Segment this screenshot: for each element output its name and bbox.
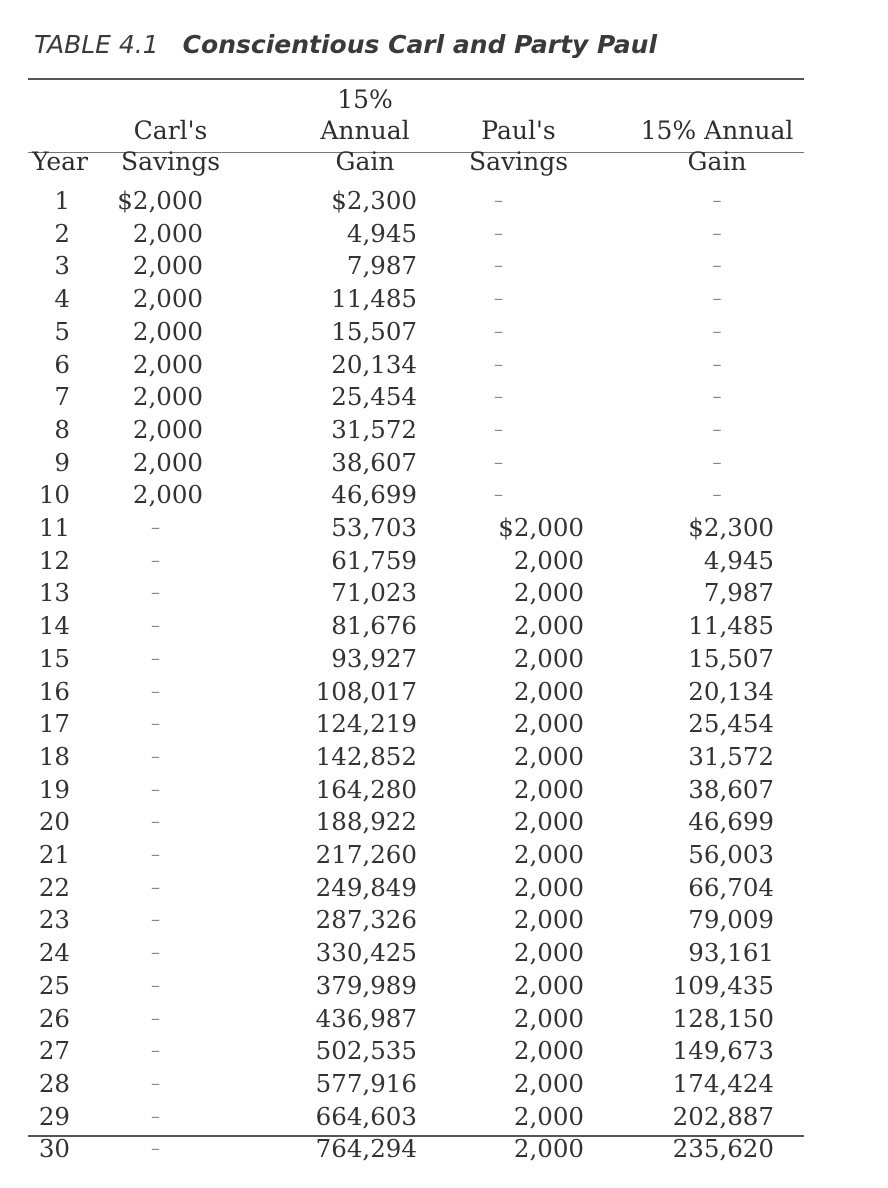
cell-paul-gain: 128,150 [672,1003,774,1033]
cell-year: 27 [38,1036,70,1066]
table-row [28,1068,804,1101]
cell-carl-gain: 249,849 [315,872,417,902]
table-number: TABLE 4.1 [34,30,159,59]
cell-paul-gain: 174,424 [672,1068,774,1098]
cell-year: 8 [54,414,70,444]
cell-paul-gain: – [712,288,722,310]
table-row [28,349,804,382]
cell-year: 17 [38,709,70,739]
cell-paul-gain: – [712,386,722,408]
header-pauls-savings-line1: Paul's [481,116,556,145]
table-body [28,185,804,1166]
cell-carl-savings: $2,000 [117,186,203,215]
header-pauls-savings-line2: Savings [468,147,569,176]
cell-paul-savings: 2,000 [513,872,584,902]
cell-carl-savings: 2,000 [132,284,203,314]
header-carls-savings-line1: Carl's [133,116,208,145]
header-paul-gain [590,84,804,177]
cell-carl-savings: – [151,615,160,637]
table-row [28,218,804,251]
table-row [28,545,804,578]
cell-paul-savings: – [494,288,503,310]
cell-paul-gain: 235,620 [672,1134,774,1164]
cell-paul-gain: 31,572 [688,741,774,771]
cell-carl-savings: – [151,909,160,931]
cell-carl-savings: 2,000 [132,349,203,379]
cell-carl-savings: – [151,1138,160,1160]
cell-paul-savings: 2,000 [513,840,584,870]
cell-carl-gain: 764,294 [315,1134,417,1164]
cell-paul-savings: 2,000 [513,676,584,706]
cell-paul-gain: $2,300 [688,513,774,543]
cell-paul-gain: 79,009 [688,905,774,935]
cell-paul-savings: 2,000 [513,1036,584,1066]
cell-paul-savings: 2,000 [513,970,584,1000]
header-pauls-savings [427,84,590,177]
table-row [28,1003,804,1036]
cell-carl-gain: 93,927 [331,643,417,673]
cell-carl-gain: 71,023 [331,578,417,608]
cell-paul-savings: – [494,353,503,375]
cell-carl-gain: 108,017 [315,676,417,706]
cell-carl-savings: 2,000 [132,382,203,412]
cell-paul-gain: 25,454 [688,709,774,739]
cell-paul-gain: – [712,190,722,211]
table-row [28,904,804,937]
cell-paul-savings: 2,000 [513,807,584,837]
cell-paul-gain: 66,704 [688,872,774,902]
cell-paul-gain: 15,507 [688,643,774,673]
cell-paul-savings: – [494,386,503,408]
cell-carl-savings: – [151,745,160,767]
cell-carl-gain: 4,945 [346,218,417,248]
cell-carl-savings: 2,000 [132,447,203,477]
table-row [28,414,804,447]
cell-carl-gain: 142,852 [315,741,417,771]
cell-paul-savings: 2,000 [513,905,584,935]
cell-year: 20 [38,807,70,837]
cell-paul-gain: – [712,320,722,342]
cell-carl-savings: – [151,517,160,539]
cell-paul-gain: 11,485 [688,611,774,641]
cell-carl-gain: 577,916 [315,1068,417,1098]
cell-carl-gain: $2,300 [331,186,417,215]
cell-year: 18 [38,741,70,771]
cell-paul-savings: 2,000 [513,741,584,771]
cell-year: 23 [38,905,70,935]
cell-year: 24 [38,938,70,968]
cell-carl-savings: – [151,549,160,571]
cell-paul-savings: – [494,222,503,244]
cell-paul-savings: 2,000 [513,578,584,608]
cell-paul-gain: 7,987 [703,578,774,608]
cell-paul-savings: – [494,190,503,211]
table-row [28,774,804,807]
cell-carl-gain: 664,603 [315,1101,417,1131]
cell-carl-gain: 217,260 [315,840,417,870]
cell-year: 21 [38,840,70,870]
cell-paul-gain: – [712,353,722,375]
cell-paul-savings: $2,000 [498,513,584,543]
cell-carl-savings: – [151,680,160,702]
table-row [28,283,804,316]
table-row [28,872,804,905]
cell-carl-gain: 436,987 [315,1003,417,1033]
table-row [28,479,804,512]
header-paul-gain-line1: 15% Annual [640,116,794,145]
cell-paul-gain: 4,945 [703,545,774,575]
table-caption [34,30,657,59]
cell-carl-savings: 2,000 [132,316,203,346]
cell-paul-savings: 2,000 [513,1003,584,1033]
cell-paul-savings: 2,000 [513,1101,584,1131]
cell-paul-gain: 93,161 [688,938,774,968]
cell-paul-gain: 202,887 [672,1101,774,1131]
cell-paul-gain: – [712,484,722,506]
cell-year: 5 [54,316,70,346]
cell-year: 7 [54,382,70,412]
cell-carl-gain: 15,507 [331,316,417,346]
cell-year: 28 [38,1068,70,1098]
cell-carl-savings: – [151,778,160,800]
cell-year: 6 [54,349,70,379]
cell-paul-gain: 149,673 [672,1036,774,1066]
cell-year: 4 [54,284,70,314]
cell-paul-savings: 2,000 [513,1134,584,1164]
savings-table [28,84,804,1166]
table-row [28,806,804,839]
cell-paul-savings: 2,000 [513,611,584,641]
cell-carl-gain: 46,699 [331,480,417,510]
cell-paul-savings: – [494,418,503,440]
cell-carl-gain: 379,989 [315,970,417,1000]
cell-paul-gain: 109,435 [672,970,774,1000]
cell-carl-savings: – [151,876,160,898]
cell-year: 14 [38,611,70,641]
cell-year: 11 [38,513,70,543]
header-paul-gain-line2: Gain [687,147,747,176]
cell-carl-gain: 124,219 [315,709,417,739]
cell-paul-savings: – [494,255,503,277]
cell-paul-savings: 2,000 [513,1068,584,1098]
cell-paul-savings: 2,000 [513,709,584,739]
table-row [28,1035,804,1068]
cell-carl-gain: 25,454 [331,382,417,412]
cell-carl-savings: – [151,647,160,669]
cell-carl-savings: – [151,811,160,833]
cell-year: 22 [38,872,70,902]
cell-paul-savings: 2,000 [513,545,584,575]
cell-year: 29 [38,1101,70,1131]
header-carl-gain-line2: Gain [335,147,395,176]
table-row [28,708,804,741]
cell-carl-savings: – [151,1007,160,1029]
cell-paul-savings: 2,000 [513,774,584,804]
table-row [28,577,804,610]
header-carls-savings-line2: Savings [120,147,221,176]
cell-year: 30 [38,1134,70,1164]
cell-carl-savings: – [151,844,160,866]
cell-paul-savings: – [494,320,503,342]
cell-carl-gain: 61,759 [331,545,417,575]
cell-paul-savings: – [494,451,503,473]
table-row [28,447,804,480]
cell-carl-gain: 287,326 [315,905,417,935]
cell-carl-gain: 20,134 [331,349,417,379]
cell-carl-savings: 2,000 [132,251,203,281]
cell-carl-gain: 31,572 [331,414,417,444]
cell-carl-gain: 53,703 [331,513,417,543]
table-row [28,1133,804,1166]
cell-paul-gain: – [712,451,722,473]
cell-year: 2 [54,218,70,248]
cell-carl-gain: 81,676 [331,611,417,641]
cell-carl-savings: – [151,1040,160,1062]
top-rule [28,78,804,80]
table-header [28,84,804,185]
cell-year: 19 [38,774,70,804]
cell-year: 13 [38,578,70,608]
table-row [28,970,804,1003]
cell-carl-gain: 330,425 [315,938,417,968]
cell-year: 15 [38,643,70,673]
table-row [28,512,804,545]
table-row [28,643,804,676]
table-row [28,250,804,283]
cell-year: 25 [38,970,70,1000]
cell-carl-savings: 2,000 [132,218,203,248]
cell-carl-savings: – [151,582,160,604]
cell-carl-savings: 2,000 [132,480,203,510]
cell-carl-gain: 164,280 [315,774,417,804]
header-carls-savings [98,84,243,177]
cell-paul-gain: 20,134 [688,676,774,706]
table-row [28,610,804,643]
table-row [28,937,804,970]
cell-paul-savings: – [494,484,503,506]
cell-year: 9 [54,447,70,477]
cell-carl-savings: – [151,974,160,996]
cell-paul-gain: – [712,418,722,440]
cell-year: 12 [38,545,70,575]
cell-paul-savings: 2,000 [513,643,584,673]
cell-paul-savings: 2,000 [513,938,584,968]
cell-carl-savings: 2,000 [132,414,203,444]
cell-paul-gain: 56,003 [688,840,774,870]
table-title: Conscientious Carl and Party Paul [182,30,658,59]
header-carl-gain-line1: 15% Annual [320,85,410,145]
cell-carl-gain: 188,922 [315,807,417,837]
cell-carl-gain: 38,607 [331,447,417,477]
cell-carl-gain: 502,535 [315,1036,417,1066]
header-year [28,84,98,177]
table-row [28,381,804,414]
header-carl-gain [243,84,427,177]
table-row [28,316,804,349]
table-row [28,1101,804,1134]
table-row [28,185,804,218]
cell-carl-gain: 7,987 [346,251,417,281]
cell-carl-savings: – [151,1072,160,1094]
cell-carl-savings: – [151,1105,160,1127]
header-year-label: Year [32,147,88,176]
table-row [28,676,804,709]
cell-carl-savings: – [151,713,160,735]
cell-carl-gain: 11,485 [331,284,417,314]
cell-year: 26 [38,1003,70,1033]
cell-year: 3 [54,251,70,281]
table-row [28,741,804,774]
cell-paul-gain: 46,699 [688,807,774,837]
cell-paul-gain: – [712,222,722,244]
table-row [28,839,804,872]
cell-paul-gain: 38,607 [688,774,774,804]
cell-year: 10 [38,480,70,510]
cell-carl-savings: – [151,942,160,964]
cell-year: 1 [54,186,70,215]
cell-year: 16 [38,676,70,706]
cell-paul-gain: – [712,255,722,277]
